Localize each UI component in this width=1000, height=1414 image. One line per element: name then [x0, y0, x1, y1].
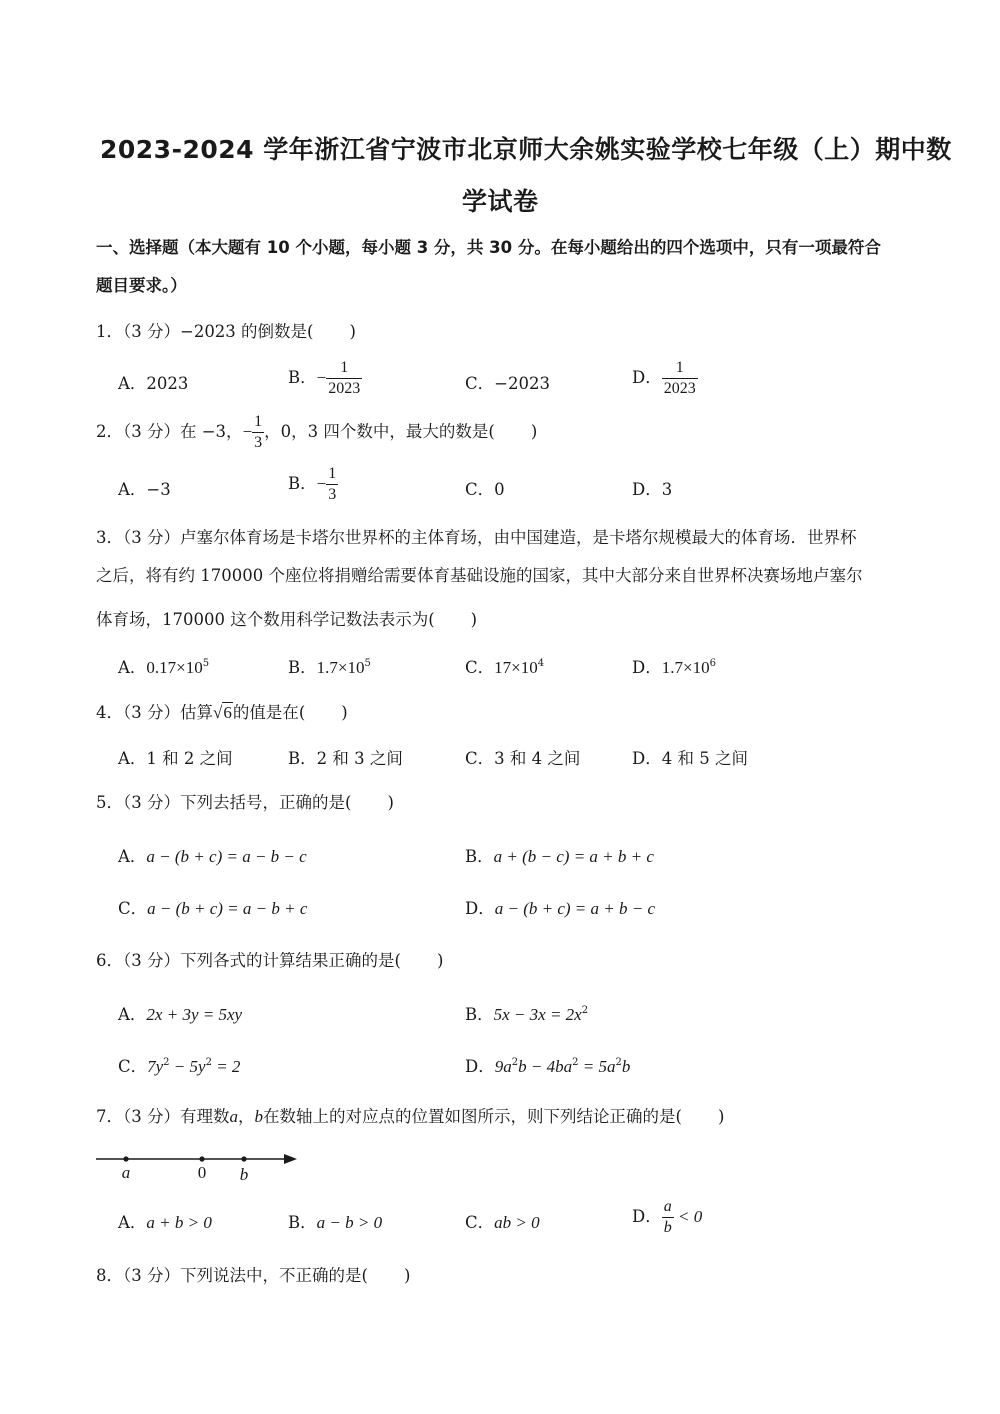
question-4-option-c: C．3 和 4 之间 [465, 749, 581, 768]
question-3-option-b: B．$1.7\times 10^5$ [288, 658, 371, 677]
fraction: $\frac{a}{b}$ [663, 1198, 672, 1236]
section-heading-line1: 一、选择题（本大题有 10 个小题，每小题 3 分，共 30 分。在每小题给出的四个选项中，只有一项最符合 [96, 238, 881, 257]
question-5-option-b: B．a + (b − c) = a + b + c [465, 847, 654, 866]
number-line-figure [92, 1146, 304, 1186]
axis-label-zero: 0 [197, 1163, 207, 1182]
question-6-option-a: A．2x + 3y = 5xy [118, 1005, 243, 1024]
question-8-stem: 8．（3 分）下列说法中，不正确的是( ) [96, 1266, 411, 1285]
question-1-option-c: C．−2023 [465, 374, 550, 393]
fraction: $\frac{1}{2023}$ [663, 359, 696, 397]
page-title-line2: 学试卷 [462, 187, 539, 216]
question-3-line2: 之后，将有约 170000 个座位将捐赠给需要体育基础设施的国家，其中大部分来自世界杯决赛场地卢塞尔 [96, 566, 863, 585]
question-7-option-c: C．ab > 0 [465, 1213, 540, 1232]
fraction: $\frac{1}{3}$ [328, 465, 337, 503]
question-4-option-d: D．4 和 5 之间 [632, 749, 748, 768]
question-3-line3: 体育场，170000 这个数用科学记数法表示为( ) [96, 610, 478, 629]
number-line-arrow [284, 1154, 297, 1164]
question-2-option-b: B．− $\frac{1}{3}$ [288, 465, 337, 503]
question-1-stem: 1．（3 分）−2023 的倒数是( ) [96, 322, 356, 341]
question-5-stem: 5．（3 分）下列去括号，正确的是( ) [96, 793, 394, 812]
question-7-option-d: D． $\frac{a}{b}$ < 0 [632, 1198, 703, 1236]
question-5-option-a: A．a − (b + c) = a − b − c [118, 847, 307, 866]
question-7-option-a: A．a + b > 0 [118, 1213, 212, 1232]
question-5-option-c: C．a − (b + c) = a − b + c [118, 899, 308, 918]
question-4-stem: 4．（3 分）估算√6的值是在( ) [96, 703, 348, 722]
question-3-line1: 3．（3 分）卢塞尔体育场是卡塔尔世界杯的主体育场，由中国建造，是卡塔尔规模最大的体育场．世界杯 [96, 528, 857, 547]
axis-label-a: a [121, 1163, 131, 1182]
question-4-option-b: B．2 和 3 之间 [288, 749, 403, 768]
section-heading-line2: 题目要求。） [96, 276, 187, 295]
question-6-option-d: D．$9a^2b - 4ba^2 = 5a^2b$ [465, 1057, 631, 1076]
question-3-option-c: C．$17\times 10^4$ [465, 658, 545, 677]
question-2-option-d: D．3 [632, 480, 673, 499]
point-a-marker [123, 1156, 128, 1161]
question-6-option-b: B．$5x - 3x = 2x^2$ [465, 1005, 589, 1024]
question-4-option-a: A．1 和 2 之间 [118, 749, 233, 768]
square-root: √6 [213, 703, 232, 722]
page-title-line1: 2023-2024 学年浙江省宁波市北京师大余姚实验学校七年级（上）期中数 [100, 135, 952, 164]
question-5-option-d: D．a − (b + c) = a + b − c [465, 899, 656, 918]
question-1-option-d: D． $\frac{1}{2023}$ [632, 359, 696, 397]
question-1-option-a: A．2023 [118, 374, 189, 393]
question-7-option-b: B．a − b > 0 [288, 1213, 383, 1232]
fraction: $\frac{1}{3}$ [254, 413, 263, 451]
point-b-marker [241, 1156, 246, 1161]
question-2-option-c: C．0 [465, 480, 505, 499]
question-2-stem: 2．（3 分）在 −3，− $\frac{1}{3}$ ，0，3 四个数中，最大的数是( ) [96, 413, 538, 451]
question-2-option-a: A．−3 [118, 480, 171, 499]
question-1-option-b: B．− $\frac{1}{2023}$ [288, 359, 361, 397]
fraction: $\frac{1}{2023}$ [328, 359, 361, 397]
question-6-stem: 6．（3 分）下列各式的计算结果正确的是( ) [96, 951, 444, 970]
question-3-option-d: D．$1.7\times 10^6$ [632, 658, 716, 677]
question-6-option-c: C．$7y^2 - 5y^2 = 2$ [118, 1057, 241, 1076]
point-zero-marker [199, 1156, 204, 1161]
axis-label-b: b [239, 1165, 249, 1184]
question-3-option-a: A．$0.17\times 10^5$ [118, 658, 210, 677]
question-7-stem: 7．（3 分）有理数a，b在数轴上的对应点的位置如图所示，则下列结论正确的是( ) [96, 1107, 725, 1126]
